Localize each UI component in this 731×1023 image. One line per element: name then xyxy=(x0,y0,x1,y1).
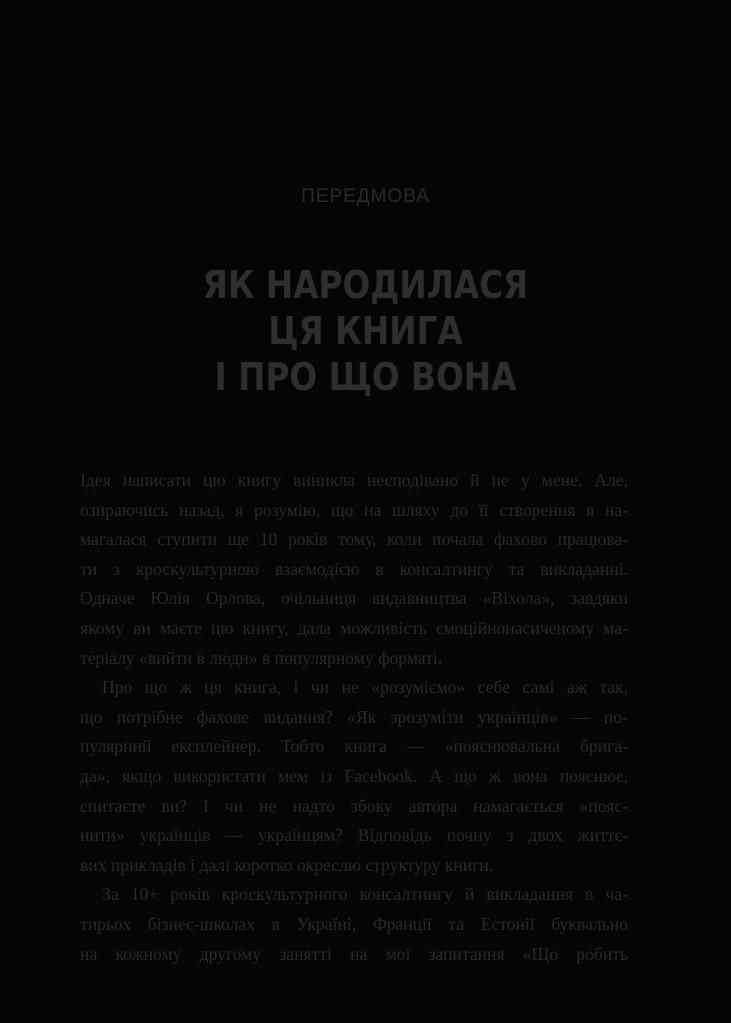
title-line: ЦЯ КНИГА xyxy=(268,309,463,353)
text-line: вих прикладів і далі коротко окреслю структуру книги. xyxy=(80,854,494,875)
text-line: озираючись назад, я розумію, що на шляху до її створення я на- xyxy=(80,499,628,520)
text-line: магалася ступити ще 10 років тому, коли почала фахово працюва- xyxy=(80,529,628,550)
text-line: ти з кроскультурною взаємодією в консалтингу та викладанні. xyxy=(80,558,628,579)
title-line: ЯК НАРОДИЛАСЯ xyxy=(202,263,529,307)
text-line: теріалу «вийти в люди» в популярному форматі. xyxy=(80,647,443,668)
text-line: тирьох бізнес-школах в Україні, Франції та Естонії буквально xyxy=(80,913,628,934)
body-text xyxy=(80,466,628,969)
title-line: І ПРО ЩО ВОНА xyxy=(214,355,517,399)
text-line: да», якщо використати мем із Facebook. А що ж вона пояснює, xyxy=(80,765,628,786)
section-label: ПЕРЕДМОВА xyxy=(301,186,430,207)
text-line: Ідея написати цю книгу виникла несподівано й не у мене. Але, xyxy=(80,470,628,490)
text-line: пулярний експлейнер. Тобто книга — «пояснювальна брига- xyxy=(80,736,628,757)
text-line: якому ви маєте цю книгу, дала можливість ємоційнонасиченому ма- xyxy=(80,617,628,638)
text-line: на кожному другому занятті на мої запитання «Що робить xyxy=(80,943,628,964)
text-line: Одначе Юлія Орлова, очільниця видавництва «Віхола», завдяки xyxy=(80,588,628,609)
text-line: спитаєте ви? І чи не надто збоку автора намагається «пояс- xyxy=(80,795,628,816)
chapter-title xyxy=(51,262,680,400)
text-line: нити» українців — українцям? Відповідь почну з двох життє- xyxy=(80,825,628,846)
text-line: що потрібне фахове видання? «Як зрозуміти українців» — по- xyxy=(80,706,628,727)
text-line: Про що ж ця книга, і чи не «розуміємо» себе самі аж так, xyxy=(102,677,628,698)
text-line: За 10+ років кроскультурного консалтингу й викладання в ча- xyxy=(102,884,628,905)
